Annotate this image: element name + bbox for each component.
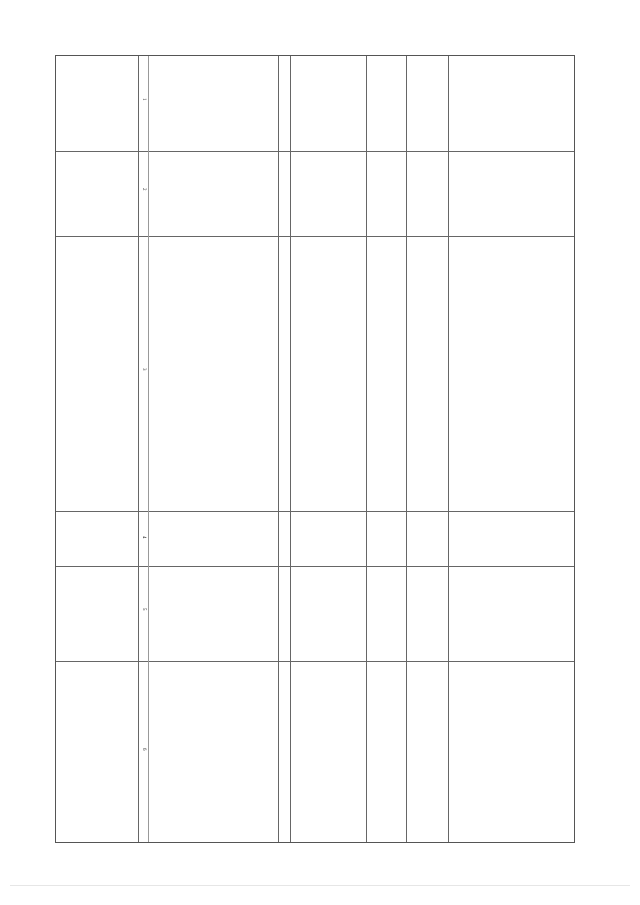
row-0-name [148,151,278,236]
row-3-term [406,511,448,566]
row-3-name [406,151,448,236]
row-1-term [290,511,366,566]
header-term [56,511,138,566]
row-1-description [290,236,366,511]
row-3-executor [406,566,448,661]
header-description [56,236,138,511]
header-result [56,661,138,842]
row-3-result [406,661,448,842]
row-3-description [406,236,448,511]
header-name [56,151,138,236]
row-1-result [290,661,366,842]
col-number-4: 4 [141,536,146,539]
row-2-term [366,511,406,566]
row-0-term [148,511,278,566]
col-number-2: 2 [141,188,146,191]
row-3-status [406,56,448,151]
row-1-status [290,56,366,151]
row-1-executor [290,566,366,661]
col-number-1: 1 [141,98,146,101]
row-2-description [366,236,406,511]
row-0-status [148,56,278,151]
row-4-term [448,511,574,566]
header-status [56,56,138,151]
row-4-status [448,56,574,151]
col-number-6: 6 [141,748,146,751]
row-1-name [290,151,366,236]
row-0-executor [148,566,278,661]
col-number-3: 3 [141,368,146,371]
scan-mark [10,885,630,886]
row-2-name [366,151,406,236]
row-2-status [366,56,406,151]
row-0-description [148,236,278,511]
row-2-executor [366,566,406,661]
row-4-executor [448,566,574,661]
header-executor [56,566,138,661]
activities-table [55,55,575,843]
row-0-result [148,661,278,842]
row-4-description [448,236,574,511]
row-4-result [448,661,574,842]
col-number-5: 5 [141,608,146,611]
row-4-name [448,151,574,236]
row-2-result [366,661,406,842]
